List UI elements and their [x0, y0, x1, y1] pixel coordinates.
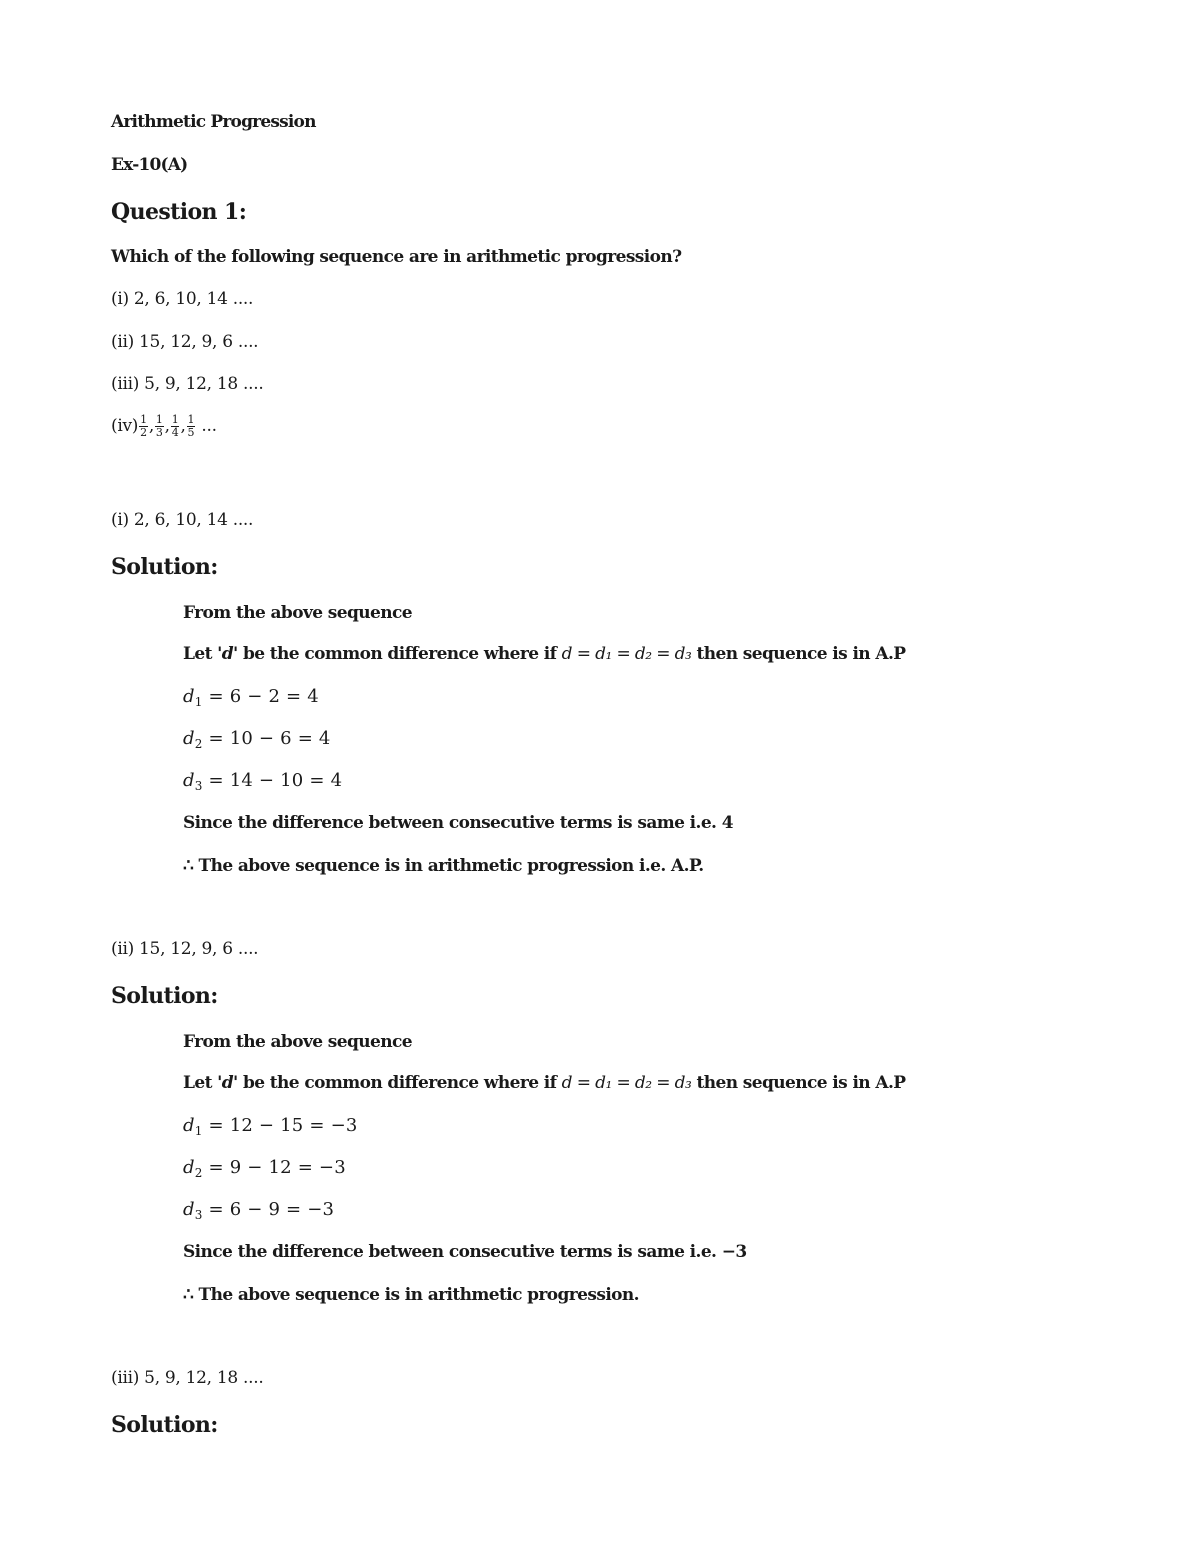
solution-i-heading: (i) 2, 6, 10, 14 .... — [111, 510, 254, 530]
solution-i-let — [183, 644, 905, 664]
eq-value: = 12 − 15 = −3 — [208, 1115, 358, 1136]
let-var: d — [221, 1073, 234, 1093]
solution-ii-eq1 — [183, 1115, 358, 1138]
eq-value: = 14 − 10 = 4 — [208, 770, 343, 791]
subscript: 3 — [194, 1208, 203, 1222]
eq-value: = 10 − 6 = 4 — [208, 728, 331, 749]
solution-ii-since: Since the difference between consecutive terms is same i.e. −3 — [183, 1242, 747, 1262]
fraction-1 — [139, 414, 148, 439]
fraction-numerator: 1 — [171, 413, 179, 426]
item-ii: (ii) 15, 12, 9, 6 .... — [111, 332, 259, 352]
solution-i-since: Since the difference between consecutive terms is same i.e. 4 — [183, 813, 733, 833]
eq-value: = 6 − 2 = 4 — [208, 686, 319, 707]
solution-i-from: From the above sequence — [183, 603, 412, 623]
fraction-denominator: 3 — [155, 426, 163, 439]
let-condition: d = d₁ = d₂ = d₃ — [561, 1073, 692, 1093]
item-iv-suffix: ... — [201, 416, 217, 436]
question-title: Question 1: — [111, 199, 247, 225]
subscript: 2 — [194, 1166, 203, 1180]
question-text: Which of the following sequence are in arithmetic progression? — [111, 247, 682, 267]
item-iii: (iii) 5, 9, 12, 18 .... — [111, 374, 264, 394]
let-mid: ' be the common difference where if — [233, 1073, 557, 1093]
solution-ii-eq2 — [183, 1157, 346, 1180]
exercise-label: Ex-10(A) — [111, 155, 188, 175]
var-d: d — [183, 770, 195, 791]
var-d: d — [183, 1115, 195, 1136]
fraction-denominator: 4 — [171, 426, 179, 439]
solution-ii-let — [183, 1073, 905, 1093]
eq-value: = 9 − 12 = −3 — [208, 1157, 346, 1178]
solution-ii-eq3 — [183, 1199, 334, 1222]
let-prefix: Let ' — [183, 1073, 222, 1093]
fraction-denominator: 5 — [187, 426, 195, 439]
var-d: d — [183, 1157, 195, 1178]
subscript: 2 — [194, 737, 203, 751]
solution-ii-from: From the above sequence — [183, 1032, 412, 1052]
solution-ii-therefore: ∴ The above sequence is in arithmetic progression. — [183, 1285, 639, 1305]
solution-ii-heading: (ii) 15, 12, 9, 6 .... — [111, 939, 259, 959]
let-prefix: Let ' — [183, 644, 222, 664]
solution-i-therefore: ∴ The above sequence is in arithmetic progression i.e. A.P. — [183, 856, 704, 876]
let-suffix: then sequence is in A.P — [696, 1073, 906, 1093]
fraction-4 — [187, 414, 196, 439]
subscript: 1 — [194, 1124, 203, 1138]
solution-ii-label: Solution: — [111, 983, 218, 1009]
solution-i-eq3 — [183, 770, 342, 793]
let-mid: ' be the common difference where if — [233, 644, 557, 664]
solution-i-eq2 — [183, 728, 331, 751]
solution-i-eq1 — [183, 686, 319, 709]
let-suffix: then sequence is in A.P — [696, 644, 906, 664]
solution-iii-label: Solution: — [111, 1412, 218, 1438]
var-d: d — [183, 1199, 195, 1220]
var-d: d — [183, 686, 195, 707]
fraction-3 — [171, 414, 180, 439]
item-i: (i) 2, 6, 10, 14 .... — [111, 289, 254, 309]
let-var: d — [221, 644, 234, 664]
fraction-denominator: 2 — [140, 426, 147, 439]
subscript: 1 — [194, 695, 203, 709]
fraction-numerator: 1 — [140, 413, 147, 426]
fraction-numerator: 1 — [187, 413, 195, 426]
solution-iii-heading: (iii) 5, 9, 12, 18 .... — [111, 1368, 264, 1388]
solution-i-label: Solution: — [111, 554, 218, 580]
topic-title: Arithmetic Progression — [111, 112, 316, 132]
let-condition: d = d₁ = d₂ = d₃ — [561, 644, 692, 664]
fraction-2 — [155, 414, 164, 439]
item-iv-prefix: (iv) — [111, 416, 139, 436]
item-iv: (iv) $\frac{1}{2}$ , $\frac{1}{3}$ , $\frac{1}{4}$ , $\frac{1}{5}$ ... — [111, 413, 217, 439]
eq-value: = 6 − 9 = −3 — [208, 1199, 335, 1220]
subscript: 3 — [194, 779, 203, 793]
fraction-numerator: 1 — [155, 413, 163, 426]
var-d: d — [183, 728, 195, 749]
